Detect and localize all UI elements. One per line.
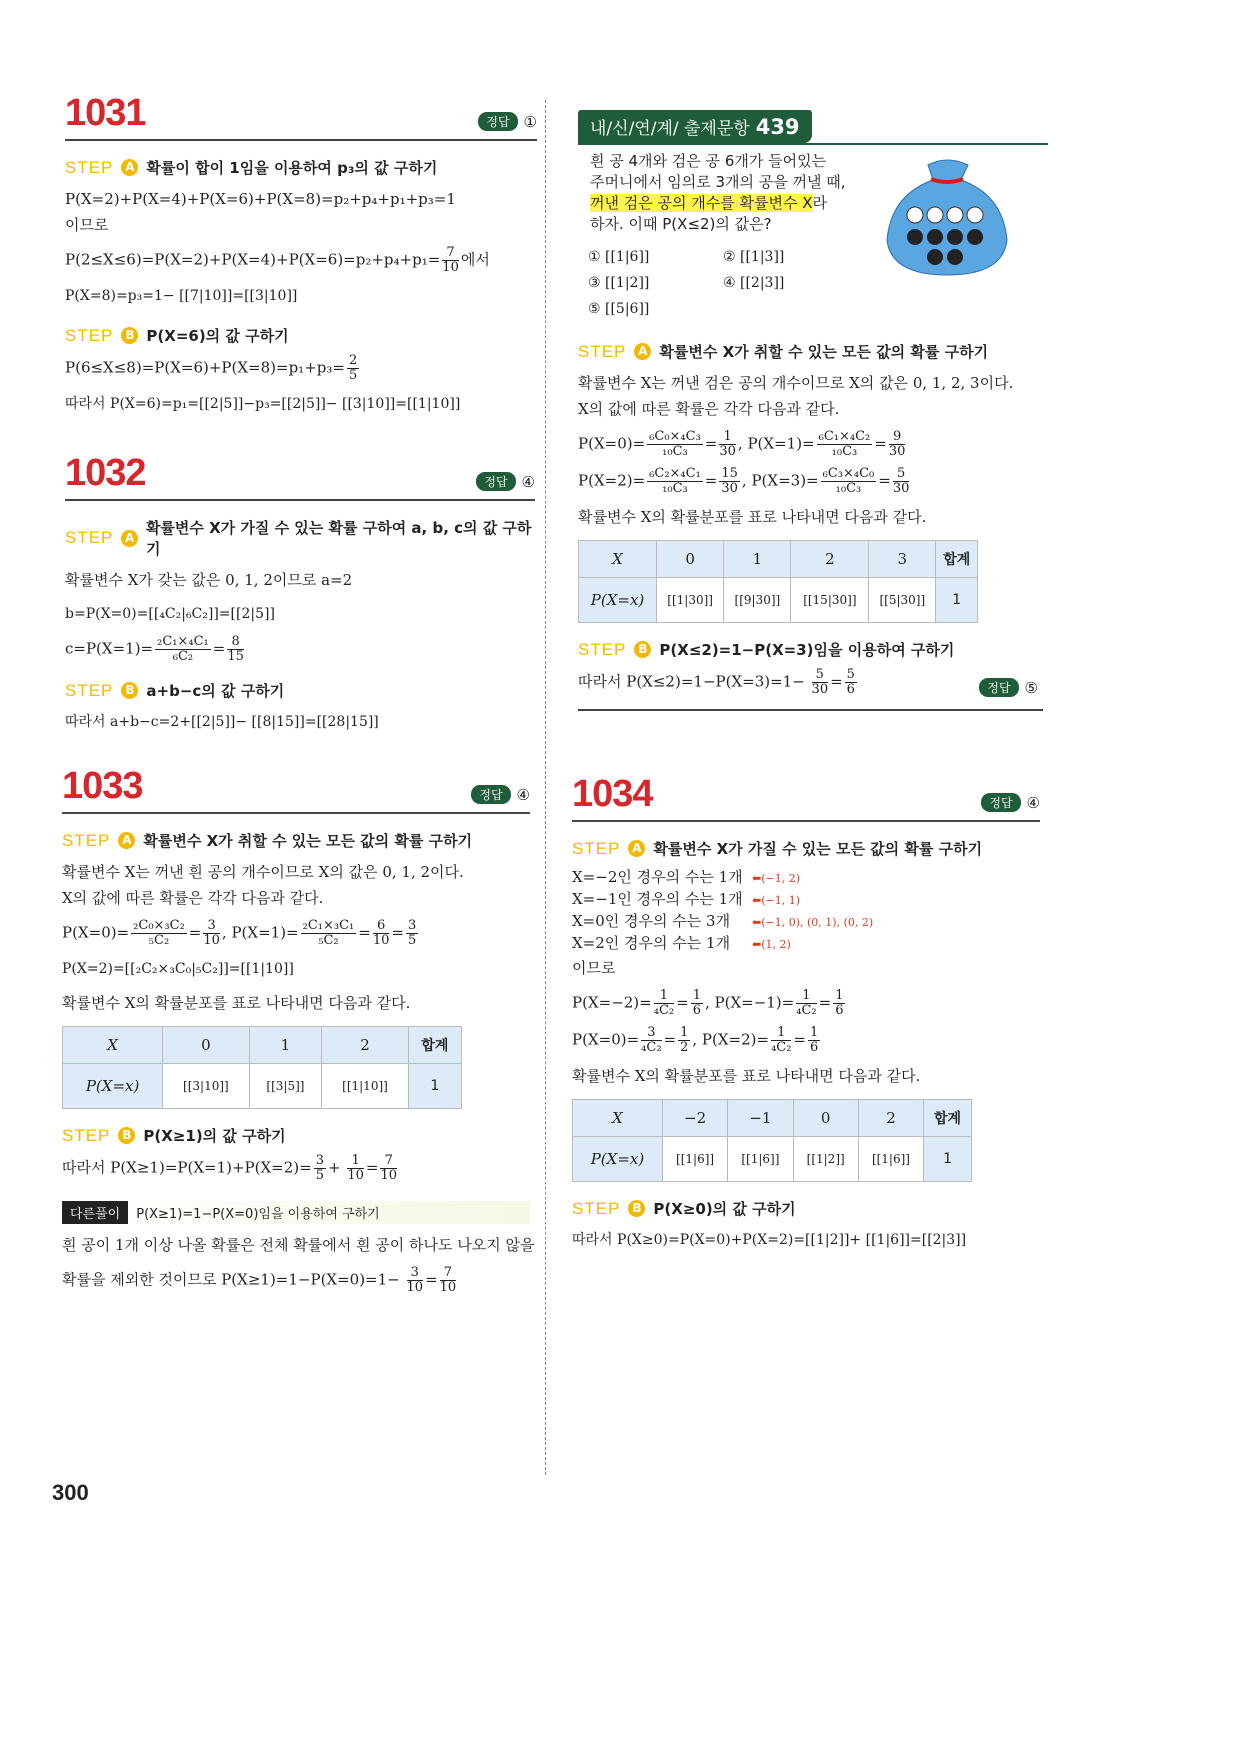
fraction: $\frac{1}{6}$: [835, 988, 844, 1018]
table-cell: 3: [869, 541, 936, 578]
fraction: $\frac{2}{5}$: [348, 353, 358, 383]
column-divider: [545, 100, 546, 1475]
fraction: $\frac{1}{6}$: [810, 1025, 819, 1055]
table-cell: [[1|10]]: [322, 1064, 408, 1109]
question-line: 하자. 이때 P(X≤2)의 값은?: [590, 215, 772, 233]
step-letter: A: [634, 343, 651, 360]
table-cell: 1: [249, 1027, 322, 1064]
fraction: $\frac{3}{5}$: [407, 918, 417, 948]
case-line: [572, 911, 1040, 933]
answer-value: ①: [523, 112, 537, 131]
math-line: X의 값에 따른 확률은 각각 다음과 같다.: [62, 889, 324, 907]
table-cell: [[1|2]]: [793, 1137, 858, 1182]
step-title: 확률변수 X가 취할 수 있는 모든 값의 확률 구하기: [659, 343, 989, 361]
table-cell: [[1|6]]: [662, 1137, 727, 1182]
step-label: STEP: [65, 325, 114, 345]
math-line: P(X=2)=[[₂C₂×₃C₀|₅C₂]]=[[1|10]]: [62, 961, 294, 977]
fraction: $\frac{3}{5}$: [315, 1153, 324, 1183]
fraction: $\frac{1}{10}$: [347, 1153, 364, 1183]
math-line: 따라서 P(X≤2)=1−P(X=3)=1− $\frac{5}{30}$ = $\frac{5}{6}$: [578, 667, 855, 697]
step-title: P(X≥0)의 값 구하기: [653, 1200, 796, 1218]
step-label: STEP: [65, 680, 114, 700]
solution-1034: [572, 773, 1040, 1253]
step-label: STEP: [572, 1198, 621, 1218]
divider: [62, 812, 530, 814]
step-label: STEP: [578, 341, 627, 361]
step-title: P(X=6)의 값 구하기: [146, 327, 289, 345]
table-cell: 2: [322, 1027, 408, 1064]
answer: [476, 472, 535, 491]
math-line: P(X=2)+P(X=4)+P(X=6)+P(X=8)=p₂+p₄+p₁+p₃=1: [65, 190, 456, 208]
math-line: 확률변수 X의 확률분포를 표로 나타내면 다음과 같다.: [572, 1067, 921, 1085]
table-cell: 2: [858, 1100, 923, 1137]
table-cell: [[1|30]]: [657, 578, 724, 623]
fraction: $\frac{\text{₆C₁×₄C₂}}{\text{₁₀C₃}}$: [818, 429, 871, 459]
divider: [572, 820, 1040, 822]
answer-badge: 정답: [979, 678, 1018, 697]
fraction: $\frac{7}{10}$: [442, 245, 459, 275]
math-line: P(X=0)= $\frac{\text{₆C₀×₄C₃}}{\text{₁₀C₃}}$ = $\frac{1}{30}$ , P(X=1)= $\frac{\text{₆C₁×₄C₂}}{\text{₁₀C₃}}$ = $\frac{9}{30}$: [578, 429, 906, 459]
answer-badge: 정답: [478, 112, 517, 131]
math-line: 확률변수 X의 확률분포를 표로 나타내면 다음과 같다.: [578, 508, 927, 526]
answer: [471, 785, 530, 804]
step-b: [62, 1125, 530, 1146]
step-title: P(X≤2)=1−P(X=3)임을 이용하여 구하기: [659, 641, 955, 659]
fraction: $\frac{1}{\text{₄C₂}}$: [771, 1025, 792, 1055]
step-letter: B: [628, 1200, 645, 1217]
step-label: STEP: [572, 838, 621, 858]
table-cell: P(X=x): [63, 1064, 163, 1109]
step-letter: B: [118, 1127, 135, 1144]
answer: [478, 112, 537, 131]
math-line: P(X=8)=p₃=1− [[7|10]]=[[3|10]]: [65, 288, 298, 304]
page-number: 300: [52, 1480, 89, 1505]
math-line: P(X=0)= $\frac{3}{\text{₄C₂}}$ = $\frac{1}{2}$ , P(X=2)= $\frac{1}{\text{₄C₂}}$ = $\frac{1}{6}$: [572, 1025, 819, 1055]
case-text: X=2인 경우의 수는 1개: [572, 934, 731, 952]
solution-1033: [62, 765, 535, 1295]
choice-5[interactable]: ⑤ [[5|6]]: [588, 301, 650, 317]
table-cell: 2: [791, 541, 869, 578]
answer-value: ⑤: [1024, 678, 1038, 697]
math-line: c=P(X=1)= $\frac{\text{₂C₁×₄C₁}}{\text{₆C₂}}$ = $\frac{8}{15}$: [65, 634, 244, 664]
table-cell: 0: [657, 541, 724, 578]
table-cell: X: [573, 1100, 663, 1137]
fraction: $\frac{\text{₆C₂×₄C₁}}{\text{₁₀C₃}}$: [649, 466, 701, 496]
probability-table: [572, 1099, 972, 1182]
answer: [981, 793, 1040, 812]
table-cell: 합계: [924, 1100, 972, 1137]
answer-value: ④: [521, 472, 535, 491]
fraction: $\frac{5}{30}$: [892, 466, 910, 496]
alt-title: P(X≥1)=1−P(X=0)임을 이용하여 구하기: [136, 1207, 380, 1222]
fraction: $\frac{3}{\text{₄C₂}}$: [641, 1025, 662, 1055]
table-cell: [[5|30]]: [869, 578, 936, 623]
table-cell: [[9|30]]: [724, 578, 791, 623]
case-line: [572, 889, 1040, 911]
table-cell: 1: [924, 1137, 972, 1182]
case-note: ⬅(−1, 2): [752, 872, 801, 885]
exam-tag: [578, 110, 812, 143]
step-b: [65, 680, 535, 701]
fraction: $\frac{3}{10}$: [203, 918, 220, 948]
step-title: 확률변수 X가 가질 수 있는 모든 값의 확률 구하기: [653, 840, 983, 858]
answer-badge: 정답: [471, 785, 510, 804]
fraction: $\frac{8}{15}$: [227, 634, 244, 664]
problem-number: 1033: [62, 765, 143, 807]
question-line: 주머니에서 임의로 3개의 공을 꺼낼 때,: [590, 173, 846, 191]
math-line: 이므로: [65, 216, 109, 234]
step-letter: A: [121, 159, 138, 176]
math-line: 확률변수 X는 꺼낸 검은 공의 개수이므로 X의 값은 0, 1, 2, 3이다.: [578, 374, 1014, 392]
answer-value: ④: [1026, 793, 1040, 812]
math-line: P(6≤X≤8)=P(X=6)+P(X=8)=p₁+p₃= $\frac{2}{5}$: [65, 353, 358, 383]
table-cell: [[15|30]]: [791, 578, 869, 623]
fraction: $\frac{1}{\text{₄C₂}}$: [796, 988, 817, 1018]
case-line: [572, 867, 1040, 889]
fraction: $\frac{\text{₆C₃×₄C₀}}{\text{₁₀C₃}}$: [822, 466, 875, 496]
step-a: [572, 838, 1040, 859]
table-cell: [[1|6]]: [728, 1137, 793, 1182]
choice-2[interactable]: ② [[1|3]]: [723, 249, 785, 265]
table-cell: −1: [728, 1100, 793, 1137]
divider: [65, 499, 535, 501]
answer-badge: 정답: [476, 472, 515, 491]
problem-number: 1034: [572, 773, 653, 815]
choice-4[interactable]: ④ [[2|3]]: [723, 275, 785, 291]
math-line: 따라서 P(X=6)=p₁=[[2|5]]−p₃=[[2|5]]− [[3|10]]=[[1|10]]: [65, 396, 461, 412]
exam-tag-label: 내/신/연/계/ 출제문항: [590, 119, 750, 139]
math-line: 따라서 P(X≥1)=P(X=1)+P(X=2)= $\frac{3}{5}$ + $\frac{1}{10}$ = $\frac{7}{10}$: [62, 1153, 398, 1183]
step-a: [65, 157, 537, 178]
math-line: 흰 공이 1개 이상 나올 확률은 전체 확률에서 흰 공이 하나도 나오지 않을: [62, 1236, 535, 1254]
fraction: $\frac{5}{6}$: [846, 667, 855, 697]
step-a: [62, 830, 530, 851]
problem-number: 1031: [65, 92, 146, 134]
probability-table: [62, 1026, 462, 1109]
ball-bag-illustration: [883, 155, 1011, 280]
step-b: [65, 325, 537, 346]
table-cell: [[3|5]]: [249, 1064, 322, 1109]
exam-question: [578, 110, 1048, 711]
step-label: STEP: [65, 157, 114, 177]
fraction: $\frac{1}{30}$: [719, 429, 736, 459]
table-cell: 1: [408, 1064, 461, 1109]
math-line: b=P(X=0)=[[₄C₂|₆C₂]]=[[2|5]]: [65, 606, 275, 622]
probability-table: [578, 540, 978, 623]
case-note: ⬅(−1, 0), (0, 1), (0, 2): [752, 916, 874, 929]
question-line: 흰 공 4개와 검은 공 6개가 들어있는: [590, 152, 827, 170]
fraction: $\frac{6}{10}$: [372, 918, 390, 948]
table-cell: [[3|10]]: [163, 1064, 249, 1109]
case-note: ⬅(−1, 1): [752, 894, 801, 907]
answer: [979, 678, 1038, 697]
question-line: 라: [812, 194, 827, 212]
fraction: $\frac{\text{₂C₁×₃C₁}}{\text{₅C₂}}$: [302, 918, 355, 948]
step-letter: A: [118, 832, 135, 849]
fraction: $\frac{9}{30}$: [888, 429, 906, 459]
math-line: P(X=2)= $\frac{\text{₆C₂×₄C₁}}{\text{₁₀C₃}}$ = $\frac{15}{30}$ , P(X=3)= $\frac{\text{₆C₃×₄C₀}}{\text{₁₀C₃}}$ = $\frac{5}{30}$: [578, 466, 910, 496]
math-line: 따라서 a+b−c=2+[[2|5]]− [[8|15]]=[[28|15]]: [65, 714, 379, 730]
fraction: $\frac{7}{10}$: [380, 1153, 398, 1183]
table-cell: 0: [163, 1027, 249, 1064]
step-title: 확률변수 X가 가질 수 있는 확률 구하여 a, b, c의 값 구하기: [145, 519, 532, 558]
math-line: P(2≤X≤6)=P(X=2)+P(X=4)+P(X=6)=p₂+p₄+p₁= $\frac{7}{10}$ 에서: [65, 245, 490, 275]
step-letter: B: [121, 682, 138, 699]
step-b: [578, 639, 1048, 660]
exam-number: 439: [755, 115, 800, 139]
math-line: P(X=−2)= $\frac{1}{\text{₄C₂}}$ = $\frac{1}{6}$ , P(X=−1)= $\frac{1}{\text{₄C₂}}$ = $\frac{1}{6}$: [572, 988, 844, 1018]
table-cell: X: [579, 541, 657, 578]
alt-solution-header: [62, 1201, 530, 1224]
table-cell: 1: [936, 578, 978, 623]
solution-1031: [65, 92, 537, 417]
table-cell: −2: [662, 1100, 727, 1137]
alt-label: 다른풀이: [62, 1201, 128, 1224]
answer-badge: 정답: [981, 793, 1020, 812]
case-line: [572, 933, 1040, 955]
step-letter: B: [121, 327, 138, 344]
math-line: 확률변수 X의 확률분포를 표로 나타내면 다음과 같다.: [62, 994, 411, 1012]
step-letter: A: [628, 840, 645, 857]
step-label: STEP: [62, 1125, 111, 1145]
case-text: X=−2인 경우의 수는 1개: [572, 868, 743, 886]
step-title: 확률이 합이 1임을 이용하여 p₃의 값 구하기: [146, 159, 438, 177]
divider: [65, 139, 537, 141]
step-b: [572, 1198, 1040, 1219]
step-title: P(X≥1)의 값 구하기: [143, 1127, 286, 1145]
choice-1[interactable]: ① [[1|6]]: [588, 249, 650, 265]
choice-3[interactable]: ③ [[1|2]]: [588, 275, 650, 291]
table-cell: X: [63, 1027, 163, 1064]
answer-value: ④: [516, 785, 530, 804]
table-cell: 합계: [408, 1027, 461, 1064]
step-a: [65, 517, 535, 559]
step-letter: B: [634, 641, 651, 658]
table-cell: 0: [793, 1100, 858, 1137]
question-highlight: 꺼낸 검은 공의 개수를 확률변수 X: [590, 194, 813, 212]
math-line: 확률을 제외한 것이므로 P(X≥1)=1−P(X=0)=1− $\frac{3}{10}$ = $\frac{7}{10}$: [62, 1265, 457, 1295]
table-cell: 1: [724, 541, 791, 578]
step-label: STEP: [62, 830, 111, 850]
math-line: 확률변수 X가 갖는 값은 0, 1, 2이므로 a=2: [65, 571, 353, 589]
math-line: X의 값에 따른 확률은 각각 다음과 같다.: [578, 400, 840, 418]
divider: [578, 709, 1043, 711]
math-line: P(X=0)= $\frac{\text{₂C₀×₃C₂}}{\text{₅C₂}}$ = $\frac{3}{10}$ , P(X=1)= $\frac{\text{₂C₁×₃C₁}}{\text{₅C₂}}$ = $\frac{6}{10}$ = $\frac{3}{5}$: [62, 918, 417, 948]
fraction: $\frac{7}{10}$: [439, 1265, 457, 1295]
math-line: 이므로: [572, 959, 616, 977]
fraction: $\frac{\text{₂C₀×₃C₂}}{\text{₅C₂}}$: [133, 918, 185, 948]
table-cell: P(X=x): [573, 1137, 663, 1182]
fraction: $\frac{\text{₆C₀×₄C₃}}{\text{₁₀C₃}}$: [649, 429, 701, 459]
solution-1032: [65, 452, 535, 735]
step-label: STEP: [578, 639, 627, 659]
case-note: ⬅(1, 2): [752, 938, 791, 951]
fraction: $\frac{1}{2}$: [680, 1025, 689, 1055]
step-letter: A: [121, 530, 138, 547]
fraction: $\frac{5}{30}$: [811, 667, 829, 697]
table-cell: [[1|6]]: [858, 1137, 923, 1182]
fraction: $\frac{1}{\text{₄C₂}}$: [653, 988, 675, 1018]
step-title: a+b−c의 값 구하기: [146, 682, 285, 700]
fraction: $\frac{1}{6}$: [692, 988, 701, 1018]
step-title: 확률변수 X가 취할 수 있는 모든 값의 확률 구하기: [143, 832, 473, 850]
table-cell: 합계: [936, 541, 978, 578]
math-line: 확률변수 X는 꺼낸 흰 공의 개수이므로 X의 값은 0, 1, 2이다.: [62, 863, 464, 881]
step-a: [578, 341, 1048, 362]
fraction: $\frac{\text{₂C₁×₄C₁}}{\text{₆C₂}}$: [157, 634, 209, 664]
fraction: $\frac{3}{10}$: [406, 1265, 424, 1295]
case-text: X=−1인 경우의 수는 1개: [572, 890, 743, 908]
math-line: 따라서 P(X≥0)=P(X=0)+P(X=2)=[[1|2]]+ [[1|6]]=[[2|3]]: [572, 1232, 967, 1248]
step-label: STEP: [65, 528, 114, 547]
table-cell: P(X=x): [579, 578, 657, 623]
fraction: $\frac{15}{30}$: [721, 466, 738, 496]
case-text: X=0인 경우의 수는 3개: [572, 912, 731, 930]
problem-number: 1032: [65, 452, 146, 494]
